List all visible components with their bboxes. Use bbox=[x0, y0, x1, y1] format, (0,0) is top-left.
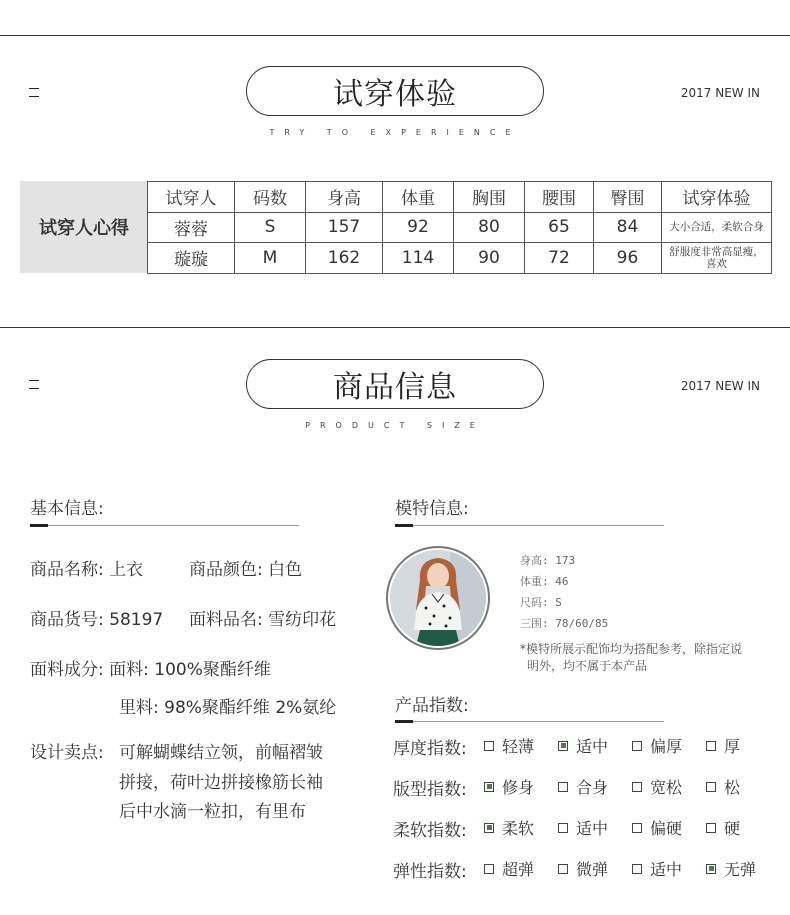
table-row bbox=[148, 243, 772, 274]
product-index-rule bbox=[395, 721, 664, 722]
fit-option-baggy: 松 bbox=[706, 775, 740, 798]
model-height: 身高: 173 bbox=[520, 554, 576, 567]
checkbox-empty-icon bbox=[632, 864, 642, 874]
header-cell: 体重 bbox=[383, 182, 454, 213]
design-line: 后中水滴一粒扣，有里布 bbox=[119, 802, 306, 822]
model-photo bbox=[390, 550, 486, 646]
fitting-table bbox=[147, 181, 772, 274]
fit-option-slim: 修身 bbox=[484, 775, 534, 798]
thickness-option-thicker: 偏厚 bbox=[632, 734, 682, 757]
table-row bbox=[148, 212, 772, 243]
model-illustration bbox=[390, 550, 486, 646]
table-cell: 90 bbox=[454, 243, 525, 274]
menu-mark-bottom bbox=[29, 96, 39, 97]
lining-composition: 里料: 98%聚酯纤维 2%氨纶 bbox=[119, 698, 337, 718]
checkbox-empty-icon bbox=[706, 782, 716, 792]
checkbox-empty-icon bbox=[632, 823, 642, 833]
thickness-index-label: 厚度指数: bbox=[393, 739, 467, 759]
softness-option-medium: 适中 bbox=[558, 816, 608, 839]
section-title-fitting: 试穿体验 bbox=[246, 66, 544, 116]
model-info-rule bbox=[395, 525, 664, 526]
header-cell: 腰围 bbox=[525, 182, 594, 213]
table-cell: 72 bbox=[525, 243, 594, 274]
elasticity-index-label: 弹性指数: bbox=[393, 862, 467, 882]
checkbox-checked-icon bbox=[706, 864, 716, 874]
top-divider bbox=[0, 35, 790, 36]
design-line: 拼接，荷叶边拼接橡筋长袖 bbox=[119, 773, 323, 793]
design-label: 设计卖点: bbox=[30, 743, 104, 763]
table-cell: 114 bbox=[383, 243, 454, 274]
model-note-line: *模特所展示配饰均为搭配参考，除指定说 bbox=[520, 642, 743, 656]
menu-mark-top bbox=[29, 88, 39, 89]
table-cell-note: 舒服度非常高显瘦，喜欢 bbox=[662, 243, 772, 274]
checkbox-empty-icon bbox=[484, 741, 494, 751]
table-cell: 157 bbox=[306, 212, 383, 243]
design-line: 可解蝴蝶结立领，前幅褶皱 bbox=[119, 743, 323, 763]
middle-divider bbox=[0, 327, 790, 328]
table-cell-note: 大小合适，柔软合身 bbox=[662, 212, 772, 243]
model-info-heading: 模特信息: bbox=[395, 499, 469, 519]
table-cell: 璇璇 bbox=[148, 243, 235, 274]
menu-mark-bottom bbox=[29, 388, 39, 389]
model-note-line: 明外，均不属于本产品 bbox=[527, 659, 648, 673]
section-subtitle-fitting: TRY TO EXPERIENCE bbox=[269, 128, 521, 137]
checkbox-checked-icon bbox=[558, 741, 568, 751]
elasticity-option-slight: 微弹 bbox=[558, 857, 608, 880]
fit-index-label: 版型指数: bbox=[393, 780, 467, 800]
header-cell: 码数 bbox=[235, 182, 306, 213]
product-name: 商品名称: 上衣 bbox=[30, 560, 144, 580]
softness-option-firm: 偏硬 bbox=[632, 816, 682, 839]
product-color: 商品颜色: 白色 bbox=[189, 560, 303, 580]
table-cell: 84 bbox=[594, 212, 662, 243]
table-cell: 92 bbox=[383, 212, 454, 243]
model-weight: 体重: 46 bbox=[520, 575, 569, 588]
model-measurements: 三围: 78/60/85 bbox=[520, 617, 609, 630]
checkbox-empty-icon bbox=[632, 741, 642, 751]
softness-option-hard: 硬 bbox=[706, 816, 740, 839]
checkbox-empty-icon bbox=[484, 864, 494, 874]
thickness-option-light: 轻薄 bbox=[484, 734, 534, 757]
softness-index-label: 柔软指数: bbox=[393, 821, 467, 841]
menu-mark-top bbox=[29, 380, 39, 381]
elasticity-option-none: 无弹 bbox=[706, 857, 756, 880]
new-in-tag: 2017 NEW IN bbox=[680, 86, 760, 100]
header-cell: 臀围 bbox=[594, 182, 662, 213]
checkbox-empty-icon bbox=[706, 741, 716, 751]
new-in-tag: 2017 NEW IN bbox=[680, 379, 760, 393]
table-cell: S bbox=[235, 212, 306, 243]
checkbox-checked-icon bbox=[484, 782, 494, 792]
product-index-heading: 产品指数: bbox=[395, 696, 469, 716]
table-cell: 蓉蓉 bbox=[148, 212, 235, 243]
checkbox-empty-icon bbox=[706, 823, 716, 833]
model-info-accent bbox=[395, 524, 413, 527]
model-size: 尺码: S bbox=[520, 596, 562, 609]
checkbox-empty-icon bbox=[558, 823, 568, 833]
fabric-name: 面料品名: 雪纺印花 bbox=[189, 610, 337, 630]
header-cell: 身高 bbox=[306, 182, 383, 213]
checkbox-checked-icon bbox=[484, 823, 494, 833]
fit-option-regular: 合身 bbox=[558, 775, 608, 798]
thickness-option-thick: 厚 bbox=[706, 734, 740, 757]
fabric-composition: 面料成分: 面料: 100%聚酯纤维 bbox=[30, 660, 271, 680]
table-cell: M bbox=[235, 243, 306, 274]
header-cell: 试穿体验 bbox=[662, 182, 772, 213]
softness-option-soft: 柔软 bbox=[484, 816, 534, 839]
elasticity-option-super: 超弹 bbox=[484, 857, 534, 880]
product-sku: 商品货号: 58197 bbox=[30, 610, 164, 630]
section-subtitle-product: PRODUCT SIZE bbox=[305, 421, 485, 430]
table-cell: 162 bbox=[306, 243, 383, 274]
product-index-accent bbox=[395, 720, 413, 723]
checkbox-empty-icon bbox=[632, 782, 642, 792]
header-cell: 试穿人 bbox=[148, 182, 235, 213]
basic-info-accent bbox=[30, 524, 48, 527]
basic-info-rule bbox=[30, 525, 299, 526]
elasticity-option-medium: 适中 bbox=[632, 857, 682, 880]
section-title-product: 商品信息 bbox=[246, 359, 544, 409]
thickness-option-medium: 适中 bbox=[558, 734, 608, 757]
checkbox-empty-icon bbox=[558, 782, 568, 792]
table-cell: 96 bbox=[594, 243, 662, 274]
fit-option-loose: 宽松 bbox=[632, 775, 682, 798]
basic-info-heading: 基本信息: bbox=[30, 499, 104, 519]
checkbox-empty-icon bbox=[558, 864, 568, 874]
header-cell: 胸围 bbox=[454, 182, 525, 213]
table-cell: 65 bbox=[525, 212, 594, 243]
fitting-side-label: 试穿人心得 bbox=[20, 181, 148, 273]
table-header-row bbox=[148, 182, 772, 213]
table-cell: 80 bbox=[454, 212, 525, 243]
